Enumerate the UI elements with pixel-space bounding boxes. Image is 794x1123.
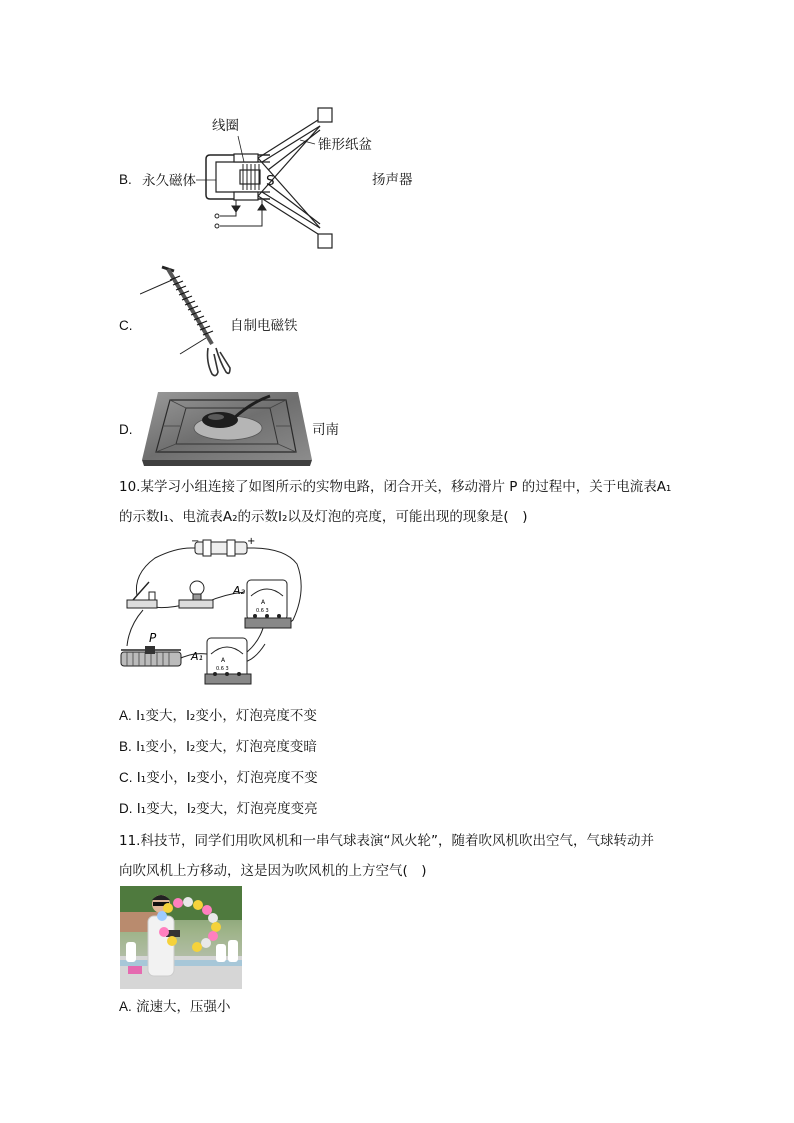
q10-option-b-text: I₁变小，I₂变大，灯泡亮度变暗 (136, 739, 317, 755)
ammeter-a2-unit: A (261, 599, 266, 606)
q10-option-d-text: I₁变大，I₂变大，灯泡亮度变亮 (136, 801, 318, 817)
speaker-label: 扬声器 (372, 172, 413, 188)
switch-icon (127, 582, 157, 608)
q11-stem-line1: 11.科技节，同学们用吹风机和一串气球表演“风火轮”，随着吹风机吹出空气，气球转动并 (119, 833, 654, 849)
option-c-letter: C. (119, 318, 133, 333)
ammeter-a1-icon (205, 638, 251, 684)
q10-stem-line1: 10.某学习小组连接了如图所示的实物电路，闭合开关，移动滑片 P 的过程中，关于电流表A₁ (119, 479, 672, 495)
sinan-image (140, 390, 312, 466)
ammeter-a1-scale: 0.6 3 (216, 666, 229, 672)
ammeter-a1-label: A₁ (191, 650, 203, 663)
slider-p-label: P (149, 631, 157, 645)
electromagnet-diagram (140, 262, 240, 382)
ammeter-a2-icon (245, 580, 291, 628)
q10-option-a-text: I₁变大，I₂变小，灯泡亮度不变 (136, 708, 317, 724)
q10-option-a (119, 707, 317, 725)
q10-option-c-letter: C. (119, 770, 133, 785)
q10-option-d-letter: D. (119, 801, 133, 816)
ammeter-a2-label: A₂ (233, 584, 245, 597)
q11-option-a-text: 流速大，压强小 (136, 999, 231, 1015)
battery-minus: − (191, 536, 200, 547)
magnet-label: 永久磁体 (142, 173, 196, 189)
q11-option-a (119, 998, 231, 1016)
ammeter-a1-unit: A (221, 657, 226, 664)
coil-label: 线圈 (212, 118, 239, 134)
q11-option-a-letter: A. (119, 999, 132, 1014)
option-b-letter: B. (119, 172, 132, 187)
q11-stem-line2: 向吹风机上方移动，这是因为吹风机的上方空气( ) (119, 863, 427, 879)
battery-icon (191, 540, 251, 556)
battery-plus: + (247, 536, 256, 547)
q10-option-b-letter: B. (119, 739, 132, 754)
bulb-icon (179, 581, 213, 608)
q10-option-c-text: I₁变小，I₂变小，灯泡亮度不变 (136, 770, 318, 786)
option-d-letter: D. (119, 422, 133, 437)
q11-balloon-photo (120, 886, 242, 989)
q10-circuit-diagram (115, 534, 305, 689)
s-pole-label: S (266, 173, 275, 189)
rheostat-icon (121, 646, 181, 666)
q10-option-c (119, 769, 318, 787)
cone-label: 锥形纸盆 (318, 137, 372, 153)
q10-option-d (119, 800, 318, 818)
electromagnet-label: 自制电磁铁 (230, 318, 298, 334)
sinan-label: 司南 (312, 422, 339, 438)
q10-stem-line2: 的示数I₁、电流表A₂的示数I₂以及灯泡的亮度，可能出现的现象是( ) (119, 509, 528, 525)
ammeter-a2-scale: 0.6 3 (256, 608, 269, 614)
q10-option-b (119, 738, 317, 756)
q10-option-a-letter: A. (119, 708, 132, 723)
